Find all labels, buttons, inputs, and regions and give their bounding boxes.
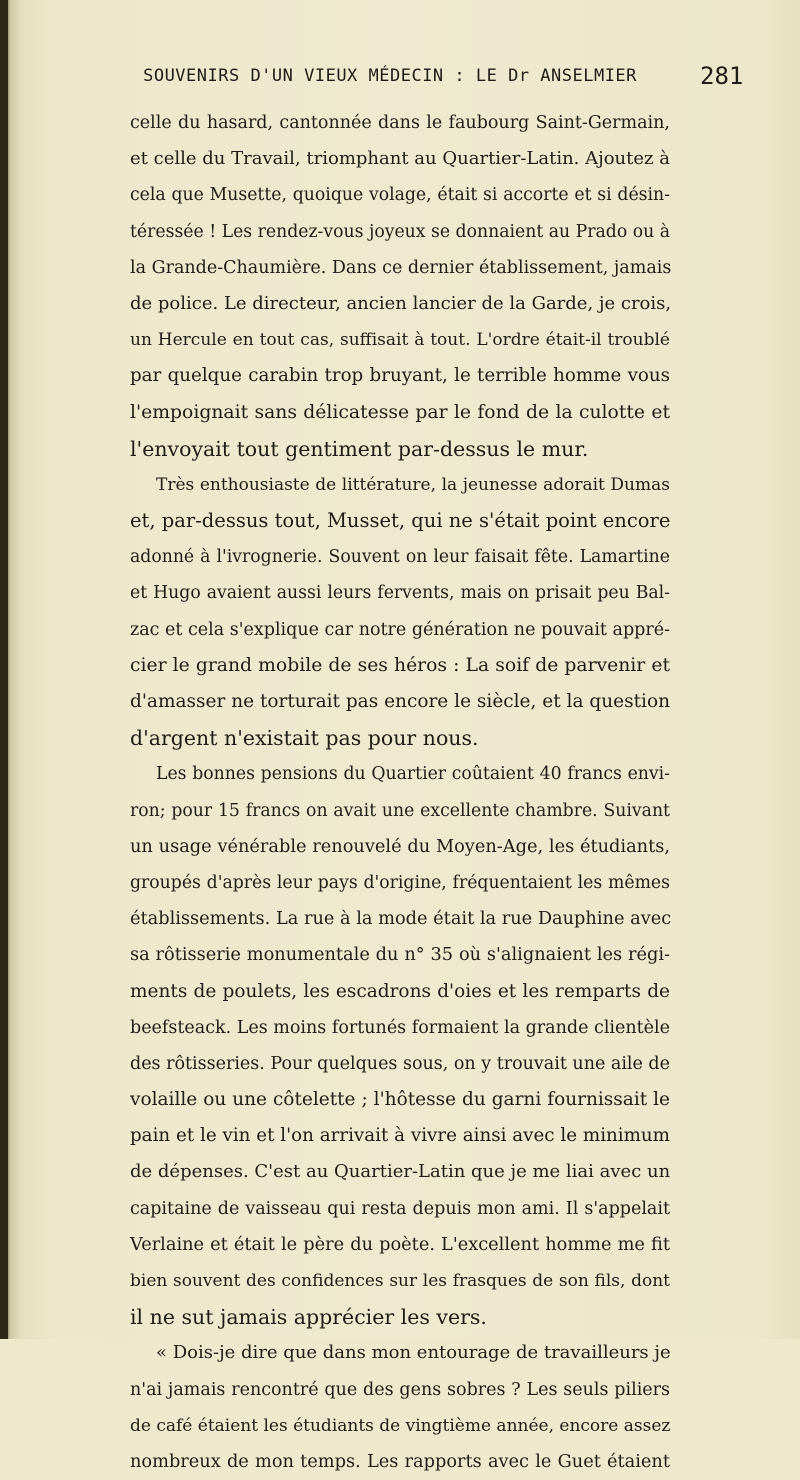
text-line: établissements. La rue à la mode était la rue Dauphine avec [130, 909, 672, 930]
text-line: bien souvent des confidences sur les frasques de son fils, dont [130, 1271, 670, 1291]
text-line: ments de poulets, les escadrons d'oies et les remparts de [130, 980, 670, 1002]
text-line: de dépenses. C'est au Quartier-Latin que je me liai avec un [130, 1161, 671, 1183]
text-line: nombreux de mon temps. Les rapports avec le Guet étaient [130, 1451, 670, 1472]
text-line: l'empoignait sans délicatesse par le fond de la culotte et [130, 401, 670, 423]
text-line: Verlaine et était le père du poète. L'excellent homme me fit [130, 1234, 670, 1255]
text-line: téressée ! Les rendez-vous joyeux se donnaient au Prado ou à [130, 221, 670, 242]
text-line: et celle du Travail, triomphant au Quartier-Latin. Ajoutez à [130, 148, 670, 170]
page-number: 281 [700, 62, 744, 90]
text-line: Très enthousiaste de littérature, la jeunesse adorait Dumas [156, 474, 670, 495]
text-line: d'amasser ne torturait pas encore le siècle, et la question [130, 691, 670, 712]
text-line: adonné à l'ivrognerie. Souvent on leur faisait fête. Lamartine [130, 547, 670, 568]
body-text [130, 105, 670, 1480]
running-title: SOUVENIRS D'UN VIEUX MÉDECIN : LE Dr ANSELMIER [143, 66, 637, 86]
text-line: un Hercule en tout cas, suffisait à tout. L'ordre était-il troublé [130, 330, 670, 351]
text-line: n'ai jamais rencontré que des gens sobres ? Les seuls piliers [130, 1379, 670, 1400]
text-line: de police. Le directeur, ancien lancier de la Garde, je crois, [130, 292, 672, 314]
book-spine-shadow [0, 0, 8, 1339]
text-line: sa rôtisserie monumentale du n° 35 où s'alignaient les régi- [130, 945, 670, 966]
text-line: zac et cela s'explique car notre génération ne pouvait appré- [130, 619, 670, 640]
text-line: des rôtisseries. Pour quelques sous, on y trouvait une aile de [130, 1053, 670, 1074]
text-line: un usage vénérable renouvelé du Moyen-Age, les étudiants, [130, 836, 670, 857]
text-line: cier le grand mobile de ses héros : La soif de parvenir et [130, 654, 670, 676]
text-line: Les bonnes pensions du Quartier coûtaient 40 francs envi- [156, 764, 670, 785]
text-line: d'argent n'existait pas pour nous. [130, 726, 479, 751]
text-line: beefsteack. Les moins fortunés formaient la grande clientèle [130, 1017, 670, 1038]
text-line: ron; pour 15 francs on avait une excellente chambre. Suivant [130, 800, 670, 821]
text-line: volaille ou une côtelette ; l'hôtesse du garni fournissait le [130, 1089, 670, 1111]
text-line: il ne sut jamais apprécier les vers. [130, 1305, 487, 1330]
text-line: et, par-dessus tout, Musset, qui ne s'était point encore [130, 509, 671, 533]
text-line: l'envoyait tout gentiment par-dessus le mur. [130, 436, 589, 461]
text-line: par quelque carabin trop bruyant, le terrible homme vous [130, 365, 670, 387]
text-line: groupés d'après leur pays d'origine, fréquentaient les mêmes [130, 872, 670, 893]
text-line: « Dois-je dire que dans mon entourage de travailleurs je [156, 1342, 671, 1364]
text-line: de café étaient les étudiants de vingtième année, encore assez [130, 1415, 671, 1436]
text-line: la Grande-Chaumière. Dans ce dernier établissement, jamais [130, 257, 672, 278]
text-line: pain et le vin et l'on arrivait à vivre ainsi avec le minimum [130, 1125, 670, 1147]
text-line: capitaine de vaisseau qui resta depuis mon ami. Il s'appelait [130, 1198, 670, 1219]
text-line: cela que Musette, quoique volage, était si accorte et si désin- [130, 185, 670, 206]
text-line: celle du hasard, cantonnée dans le faubourg Saint-Germain, [130, 113, 670, 133]
running-header [0, 62, 800, 102]
text-line: et Hugo avaient aussi leurs fervents, mais on prisait peu Bal- [130, 583, 670, 604]
